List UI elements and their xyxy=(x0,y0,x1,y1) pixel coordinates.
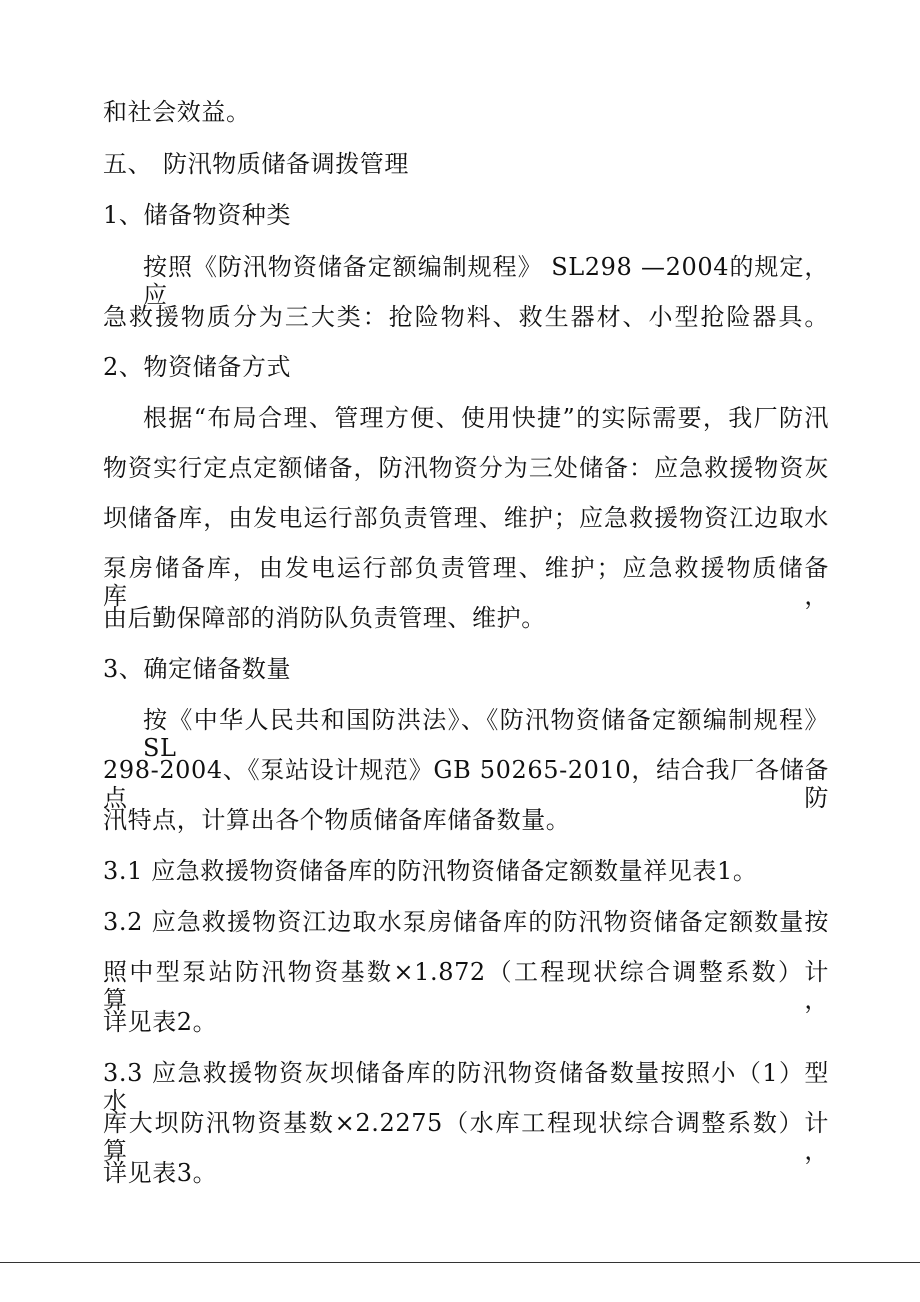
page-bottom-rule xyxy=(0,1262,920,1263)
paragraph-line: 详见表3。 xyxy=(103,1159,218,1187)
paragraph-line: 汛特点，计算出各个物质储备库储备数量。 xyxy=(103,806,571,834)
paragraph-line: 根据“布局合理、管理方便、使用快捷”的实际需要，我厂防汛 xyxy=(143,404,829,432)
paragraph-line: 照中型泵站防汛物资基数×1.872（工程现状综合调整系数）计算， xyxy=(103,958,829,1014)
section-heading xyxy=(103,150,829,178)
paragraph-line: 298-2004、《泵站设计规范》GB 50265-2010，结合我厂各储备点防 xyxy=(103,756,829,812)
paragraph-line: 和社会效益。 xyxy=(103,98,251,126)
section-title: 防汛物质储备调拨管理 xyxy=(163,150,409,178)
section-number: 五、 xyxy=(103,150,153,178)
paragraph-line: 急救援物质分为三大类：抢险物料、救生器材、小型抢险器具。 xyxy=(103,303,829,331)
paragraph-line: 详见表2。 xyxy=(103,1008,218,1036)
subsection-heading: 3、确定储备数量 xyxy=(103,655,292,683)
paragraph-line: 3.2 应急救援物资江边取水泵房储备库的防汛物资储备定额数量按 xyxy=(103,908,829,936)
paragraph-line: 3.1 应急救援物资储备库的防汛物资储备定额数量祥见表1。 xyxy=(103,857,758,885)
subsection-heading: 2、物资储备方式 xyxy=(103,353,292,381)
paragraph-line: 库大坝防汛物资基数×2.2275（水库工程现状综合调整系数）计算， xyxy=(103,1109,829,1165)
paragraph-line: 按《中华人民共和国防洪法》、《防汛物资储备定额编制规程》SL xyxy=(143,706,829,762)
paragraph-line: 泵房储备库，由发电运行部负责管理、维护；应急救援物质储备库， xyxy=(103,554,829,610)
paragraph-line: 3.3 应急救援物资灰坝储备库的防汛物资储备数量按照小（1）型水 xyxy=(103,1059,829,1115)
paragraph-line: 坝储备库，由发电运行部负责管理、维护；应急救援物资江边取水 xyxy=(103,504,829,532)
paragraph-line: 按照《防汛物资储备定额编制规程》 SL298 —2004的规定，应 xyxy=(143,253,829,309)
paragraph-line: 由后勤保障部的消防队负责管理、维护。 xyxy=(103,604,546,632)
paragraph-line: 物资实行定点定额储备，防汛物资分为三处储备：应急救援物资灰 xyxy=(103,454,829,482)
subsection-heading: 1、储备物资种类 xyxy=(103,201,292,229)
